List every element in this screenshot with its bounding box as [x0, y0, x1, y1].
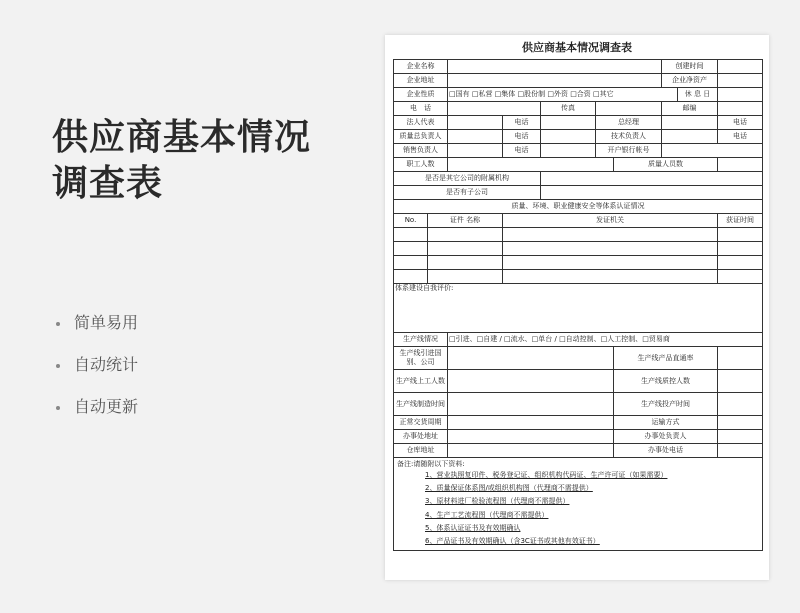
tech-head-tel-label: 电话	[718, 130, 763, 144]
prod-start-value[interactable]	[718, 393, 763, 416]
company-address-value[interactable]	[448, 74, 662, 88]
sales-head-label: 销售负责人	[394, 144, 448, 158]
holiday-label: 休 息 日	[678, 88, 718, 102]
office-address-value[interactable]	[448, 430, 614, 444]
note-item: 4、生产工艺流程图（代理商不需提供）	[425, 510, 549, 519]
prod-rate-value[interactable]	[718, 347, 763, 370]
gm-tel-label: 电话	[718, 116, 763, 130]
cert-name-cell[interactable]	[428, 242, 503, 256]
office-head-label: 办事处负责人	[614, 430, 718, 444]
bullet-dot-icon	[56, 406, 60, 410]
title-line-1: 供应商基本情况	[52, 117, 312, 158]
tech-head-value[interactable]	[662, 130, 718, 144]
cert-time-cell[interactable]	[718, 242, 763, 256]
cert-no-cell[interactable]	[394, 228, 428, 242]
sales-head-tel-label: 电话	[503, 144, 541, 158]
cert-time-cell[interactable]	[718, 270, 763, 284]
prod-build-value[interactable]	[448, 393, 614, 416]
cert-row	[394, 228, 763, 242]
prod-workers-value[interactable]	[448, 370, 614, 393]
fax-value[interactable]	[596, 102, 662, 116]
feature-item: 自动更新	[56, 394, 138, 436]
col-issuer-header: 发证机关	[503, 214, 718, 228]
prod-build-label: 生产线制造时间	[394, 393, 448, 416]
office-address-label: 办事处地址	[394, 430, 448, 444]
is-subsidiary-value[interactable]	[541, 172, 763, 186]
note-item: 2、质量保证体系图/或组织机构图（代理商不需提供）	[425, 484, 593, 493]
cert-no-cell[interactable]	[394, 256, 428, 270]
cert-name-cell[interactable]	[428, 256, 503, 270]
transport-value[interactable]	[718, 416, 763, 430]
qc-count-label: 生产线质控人数	[614, 370, 718, 393]
warehouse-label: 仓库地址	[394, 444, 448, 458]
phone-label: 电 话	[394, 102, 448, 116]
notes-section	[394, 458, 763, 551]
has-subsidiary-value[interactable]	[541, 186, 763, 200]
title-line-2: 调查表	[52, 163, 164, 204]
quality-staff-label: 质量人员数	[614, 158, 718, 172]
prod-import-label: 生产线引进国别、公司	[394, 347, 448, 370]
tech-head-label: 技术负责人	[596, 130, 662, 144]
company-address-label: 企业地址	[394, 74, 448, 88]
bank-account-value[interactable]	[662, 144, 763, 158]
delivery-cycle-value[interactable]	[448, 416, 614, 430]
delivery-cycle-label: 正常交货周期	[394, 416, 448, 430]
company-name-value[interactable]	[448, 60, 662, 74]
postcode-value[interactable]	[718, 102, 763, 116]
prod-line-label: 生产线情况	[394, 333, 448, 347]
quality-head-value[interactable]	[448, 130, 503, 144]
cert-issuer-cell[interactable]	[503, 256, 718, 270]
qc-count-value[interactable]	[718, 370, 763, 393]
cert-no-cell[interactable]	[394, 242, 428, 256]
col-time-header: 获证时间	[718, 214, 763, 228]
prod-workers-label: 生产线上工人数	[394, 370, 448, 393]
general-manager-value[interactable]	[662, 116, 718, 130]
quality-head-label: 质量总负责人	[394, 130, 448, 144]
net-assets-label: 企业净资产	[662, 74, 718, 88]
phone-value[interactable]	[448, 102, 541, 116]
notes-title: 备注:请随附以下资料:	[397, 460, 465, 468]
feature-item: 简单易用	[56, 310, 138, 352]
bank-account-label: 开户银行帐号	[596, 144, 662, 158]
note-item: 6、产品证书及有效期确认（含3C证书或其他有效证书）	[425, 537, 600, 546]
sales-head-value[interactable]	[448, 144, 503, 158]
cert-name-cell[interactable]	[428, 270, 503, 284]
prod-start-label: 生产线投产时间	[614, 393, 718, 416]
office-phone-value[interactable]	[718, 444, 763, 458]
staff-count-value[interactable]	[448, 158, 614, 172]
feature-item: 自动统计	[56, 352, 138, 394]
cert-name-cell[interactable]	[428, 228, 503, 242]
document-preview	[385, 35, 769, 580]
col-cert-header: 证件 名称	[428, 214, 503, 228]
cert-row	[394, 256, 763, 270]
has-subsidiary-label: 是否有子公司	[394, 186, 541, 200]
note-item: 3、原材料进厂检验流程图（代理商不需提供）	[425, 497, 570, 506]
legal-rep-value[interactable]	[448, 116, 503, 130]
transport-label: 运输方式	[614, 416, 718, 430]
cert-row	[394, 270, 763, 284]
feature-list	[56, 310, 138, 436]
survey-form-table	[393, 59, 763, 551]
note-item: 1、营业执照复印件、税务登记证、组织机构代码证、生产许可证（如果需要）	[425, 471, 668, 479]
holiday-value[interactable]	[718, 88, 763, 102]
cert-row	[394, 242, 763, 256]
note-item: 5、体系认证证书及有效期确认	[425, 523, 521, 532]
cert-issuer-cell[interactable]	[503, 270, 718, 284]
company-nature-label: 企业性质	[394, 88, 448, 102]
company-name-label: 企业名称	[394, 60, 448, 74]
prod-import-value[interactable]	[448, 347, 614, 370]
legal-rep-label: 法人代表	[394, 116, 448, 130]
cert-issuer-cell[interactable]	[503, 228, 718, 242]
warehouse-value[interactable]	[448, 444, 614, 458]
net-assets-value[interactable]	[718, 74, 763, 88]
cert-time-cell[interactable]	[718, 256, 763, 270]
quality-head-tel-value[interactable]	[541, 130, 596, 144]
cert-no-cell[interactable]	[394, 270, 428, 284]
fax-label: 传真	[541, 102, 596, 116]
cert-issuer-cell[interactable]	[503, 242, 718, 256]
bullet-dot-icon	[56, 322, 60, 326]
is-subsidiary-label: 是否是其它公司的附属机构	[394, 172, 541, 186]
prod-line-options[interactable]: □引进、□自建 / □流水、□单台 / □自动控制、□人工控制、□贸易商	[448, 333, 763, 347]
sales-head-tel-value[interactable]	[541, 144, 596, 158]
legal-rep-tel-label: 电话	[503, 116, 541, 130]
quality-head-tel-label: 电话	[503, 130, 541, 144]
office-head-value[interactable]	[718, 430, 763, 444]
cert-section-header: 质量、环境、职业健康安全等体系认证情况	[394, 200, 763, 214]
doc-title: 供应商基本情况调查表	[522, 41, 632, 54]
office-phone-label: 办事处电话	[614, 444, 718, 458]
postcode-label: 邮编	[662, 102, 718, 116]
prod-rate-label: 生产线产品直通率	[614, 347, 718, 370]
legal-rep-tel-value[interactable]	[541, 116, 596, 130]
cert-time-cell[interactable]	[718, 228, 763, 242]
quality-staff-value[interactable]	[718, 158, 763, 172]
page-title	[52, 115, 311, 207]
company-nature-options[interactable]: □国有 □私营 □集体 □股份制 □外资 □合资 □其它	[448, 88, 678, 102]
created-time-label: 创建时间	[662, 60, 718, 74]
general-manager-label: 总经理	[596, 116, 662, 130]
bullet-dot-icon	[56, 364, 60, 368]
created-time-value[interactable]	[718, 60, 763, 74]
self-evaluation[interactable]: 体系建设自我评价:	[394, 284, 763, 333]
col-no-header: No.	[394, 214, 428, 228]
staff-count-label: 职工人数	[394, 158, 448, 172]
